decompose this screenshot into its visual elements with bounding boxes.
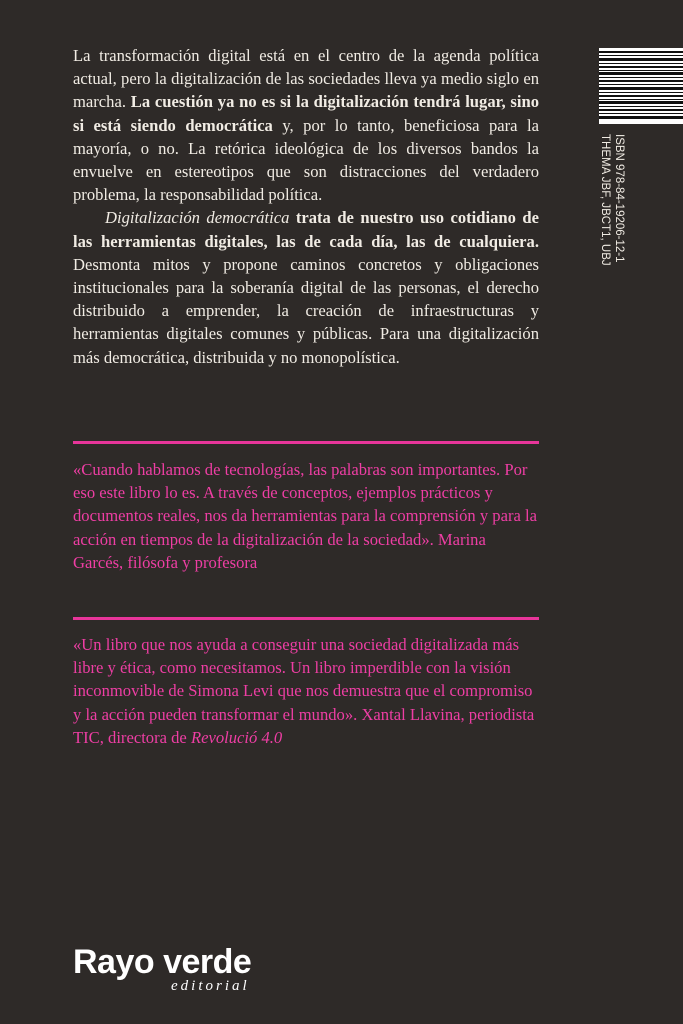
publisher-subtitle: editorial [171,978,250,994]
blurb-paragraph-2 [73,206,539,368]
blurb-text: Desmonta mitos y propone caminos concretos y obligaciones institucionales para la soberanía digital de las personas, el derecho distribuido a emprender, la creación de infraestructuras y herramientas digitales comunes y públicas. Para una digitalización más democrática, distribuida y no monopolística. [73,254,539,367]
blurb-bold-text: trata de nuestro uso cotidiano de las herramientas digitales, las de cada día, las de cualquiera. [73,208,540,251]
isbn-text [599,134,683,334]
blurb-paragraph-1 [73,44,539,206]
quote-text: «Cuando hablamos de tecnologías, las palabras son importantes. Por eso este libro lo es. A través de conceptos, ejemplos prácticos y documentos reales, nos da herramientas para la comprensión y para la acción en tiempos de la digitalización de la sociedad». Marina Garcés, filósofa y profesora [73,460,537,572]
publisher-logo [73,943,283,997]
endorsement-quote-2 [73,633,539,749]
thema-codes: THEMA JBF, JBCT1, UBJ [599,134,611,266]
magazine-title-italic: Revolució 4.0 [190,727,283,747]
back-cover-blurb [73,44,539,369]
pink-divider [73,617,539,620]
book-title-italic: Digitalización democrática [105,208,290,228]
publisher-name: Rayo verde [73,943,252,981]
endorsement-quote-1 [73,458,539,574]
quote-text: «Un libro que nos ayuda a conseguir una sociedad digitalizada más libre y ética, como necesitamos. Un libro imperdible con la visión inconmovible de Simona Levi que nos demuestra que el compromiso y la acción pueden transformar el mundo». Xantal Llavina, periodista TIC, directora de Revolució 4.0 [73,635,535,747]
blurb-bold-text: La cuestión ya no es si la digitalización tendrá lugar, sino si está siendo democrática [73,92,539,135]
blurb-text: La transformación digital está en el centro de la agenda política actual, pero la digitalización de las sociedades lleva ya medio siglo en marcha. [73,46,539,112]
barcode [599,48,683,124]
pink-divider [73,441,539,444]
blurb-text: y, por lo tanto, beneficiosa para la mayoría, o no. La retórica ideológica de los diversos bandos la envuelve en estereotipos que son distracciones del verdadero problema, la responsabilidad política. [73,115,539,205]
isbn-number: ISBN 978-84-19206-12-1 [613,134,625,263]
